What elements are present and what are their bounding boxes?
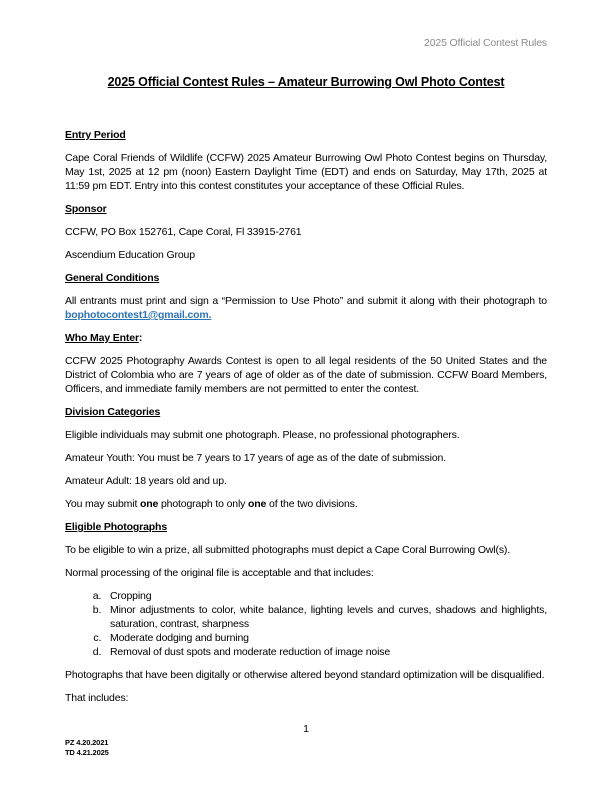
bold-run: one (139, 498, 159, 510)
bold-run: one (248, 498, 267, 510)
section-heading-entry-period (65, 128, 547, 142)
heading-colon: : (138, 332, 143, 344)
division-eligibility-paragraph: Eligible individuals may submit one photograph. Please, no professional photographers. (65, 429, 460, 441)
heading-text: Who May Enter (65, 332, 139, 344)
document-content (65, 36, 547, 714)
allowed-processing-list (65, 589, 547, 659)
heading-text: Entry Period (65, 129, 126, 141)
general-conditions-text: All entrants must print and sign a “Permission to Use Photo” and submit it along with their photograph to (65, 295, 547, 307)
section-heading-general-conditions (65, 271, 547, 285)
sponsor-organization: Ascendium Education Group (65, 249, 195, 261)
list-item: d. Removal of dust spots and moderate reduction of image noise (104, 645, 547, 659)
contest-email-link[interactable]: bophotocontest1@gmail.com. (65, 309, 212, 321)
page-number: 1 (303, 723, 309, 735)
revision-line: TD 4.21.2025 (65, 747, 109, 757)
amateur-adult-paragraph: Amateur Adult: 18 years old and up. (65, 475, 227, 487)
heading-text: Division Categories (65, 406, 161, 418)
list-item: c. Moderate dodging and burning (104, 631, 547, 645)
general-conditions-paragraph (65, 294, 547, 322)
section-heading-eligible-photographs (65, 520, 547, 534)
entry-period-paragraph: Cape Coral Friends of Wildlife (CCFW) 2025 Amateur Burrowing Owl Photo Contest begins on Thursday, May 1st, 2025 at 12 pm (noon) Eastern Daylight Time (EDT) and ends on Saturday, May 17th, 2025 at 11:59 pm EDT. Entry into this contest constitutes your acceptance of these Official Rules. (65, 152, 547, 192)
list-item: a. Cropping (104, 589, 547, 603)
heading-text: Sponsor (65, 203, 107, 215)
submission-limit-paragraph (65, 497, 547, 511)
document-title: 2025 Official Contest Rules – Amateur Burrowing Owl Photo Contest (107, 75, 505, 89)
list-item: b. Minor adjustments to color, white balance, lighting levels and curves, shadows and highlights, saturation, contrast, sharpness (104, 603, 547, 631)
amateur-youth-paragraph: Amateur Youth: You must be 7 years to 17 years of age as of the date of submission. (65, 452, 446, 464)
revision-marks (65, 738, 109, 757)
normal-processing-paragraph: Normal processing of the original file is acceptable and that includes: (65, 567, 374, 579)
heading-text: Eligible Photographs (65, 521, 168, 533)
section-heading-sponsor (65, 202, 547, 216)
section-heading-division-categories (65, 405, 547, 419)
revision-line: PZ 4.20.2021 (65, 738, 109, 747)
section-heading-who-may-enter (65, 331, 547, 345)
disqualification-paragraph: Photographs that have been digitally or otherwise altered beyond standard optimization will be disqualified. (65, 669, 545, 681)
text-run: You may submit (65, 498, 140, 510)
running-header: 2025 Official Contest Rules (424, 37, 547, 49)
sponsor-address: CCFW, PO Box 152761, Cape Coral, Fl 33915-2761 (65, 226, 302, 238)
that-includes-paragraph: That includes: (65, 692, 129, 704)
heading-text: General Conditions (65, 272, 160, 284)
text-run: of the two divisions. (266, 498, 358, 510)
who-may-enter-paragraph: CCFW 2025 Photography Awards Contest is open to all legal residents of the 50 United States and the District of Colombia who are 7 years of age of older as of the date of submission. CCFW Board Members, Officers, and immediate family members are not permitted to enter the contest. (65, 355, 547, 395)
text-run: photograph to only (158, 498, 249, 510)
prize-eligibility-paragraph: To be eligible to win a prize, all submitted photographs must depict a Cape Coral Burrowing Owl(s). (65, 544, 511, 556)
